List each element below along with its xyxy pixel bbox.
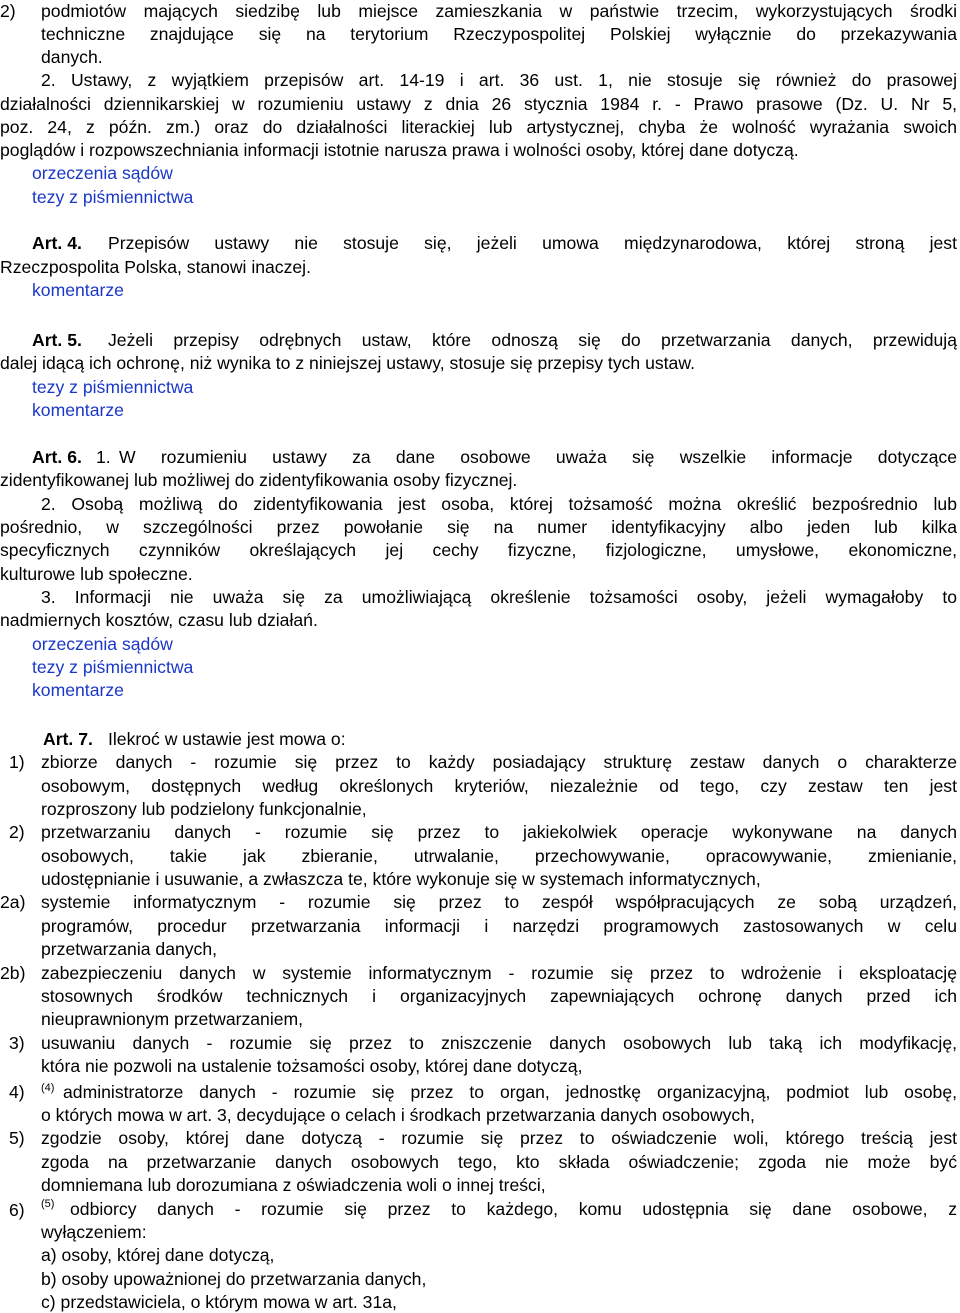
sub-item: c) przedstawiciela, o którym mowa w art. 31a, xyxy=(41,1292,397,1312)
text-line: Przepisów ustawy nie stosuje się, jeżeli umowa międzynarodowa, której stroną jest xyxy=(108,233,957,253)
item-number: 2) xyxy=(0,1,16,21)
text-line: usuwaniu danych - rozumie się przez to zniszczenie danych osobowych lub taką ich modyfikację, xyxy=(41,1033,957,1053)
text-line: 3. Informacji nie uważa się za umożliwiającą określenie tożsamości osoby, jeżeli wymagałoby to xyxy=(41,587,957,607)
item-number: 5) xyxy=(9,1128,25,1148)
text-line: W rozumieniu ustawy za dane osobowe uważa się wszelkie informacje dotyczące xyxy=(119,447,957,467)
text-line: nadmiernych kosztów, czasu lub działań. xyxy=(0,610,318,630)
komentarze-link[interactable]: komentarze xyxy=(32,400,124,420)
komentarze-link[interactable]: komentarze xyxy=(32,680,124,700)
text-line: udostępnianie i usuwanie, a zwłaszcza te, które wykonuje się w systemach informatycznych, xyxy=(41,869,761,889)
text-line: działalności dziennikarskiej w rozumieniu ustawy z dnia 26 stycznia 1984 r. - Prawo prasowe (Dz. U. Nr 5, xyxy=(0,94,957,114)
tezy-z-pismiennictwa-link[interactable]: tezy z piśmiennictwa xyxy=(32,657,194,677)
text-line: 2. Ustawy, z wyjątkiem przepisów art. 14-19 i art. 36 ust. 1, nie stosuje się również do prasowej xyxy=(41,70,957,90)
item-number: 2) xyxy=(9,822,25,842)
text-line: rozproszony lub podzielony funkcjonalnie, xyxy=(41,799,367,819)
text-line: Ilekroć w ustawie jest mowa o: xyxy=(108,729,346,749)
text-line: kulturowe lub społeczne. xyxy=(0,564,193,584)
footnote-marker: (5) xyxy=(41,1198,55,1210)
text-line: Rzeczpospolita Polska, stanowi inaczej. xyxy=(0,257,311,277)
orzeczenia-sadow-link[interactable]: orzeczenia sądów xyxy=(32,634,173,654)
item-number: 6) xyxy=(9,1200,25,1220)
text-line: zbiorze danych - rozumie się przez to każdy posiadający strukturę zestaw danych o charakterze xyxy=(41,752,957,772)
text-line: osobowych, takie jak zbieranie, utrwalanie, przechowywanie, opracowywanie, zmienianie, xyxy=(41,846,957,866)
text-line: poglądów i rozpowszechniania informacji istotnie narusza prawa i wolności osoby, której dane dotyczą. xyxy=(0,140,799,160)
orzeczenia-sadow-link[interactable]: orzeczenia sądów xyxy=(32,163,173,183)
item-number: 2b) xyxy=(0,963,26,983)
text-line: przetwarzaniu danych - rozumie się przez to jakiekolwiek operacje wykonywane na danych xyxy=(41,822,957,842)
text-line: administratorze danych - rozumie się przez to organ, jednostkę organizacyjną, podmiot lub osobę, xyxy=(63,1082,957,1102)
text-line: specyficznych czynników określających jej cechy fizyczne, fizjologiczne, umysłowe, ekonomiczne, xyxy=(0,540,957,560)
item-number: 4) xyxy=(9,1082,25,1102)
article-label-art6: Art. 6. xyxy=(32,447,82,467)
text-line: podmiotów mających siedzibę lub miejsce zamieszkania w państwie trzecim, wykorzystujących środki xyxy=(41,1,957,21)
text-line: poz. 24, z późn. zm.) oraz do działalności literackiej lub artystycznej, chyba że wolność wyrażania swoich xyxy=(0,117,957,137)
text-line: pośrednio, w szczególności przez powołanie się na numer identyfikacyjny albo jeden lub kilka xyxy=(0,517,957,537)
text-line: przetwarzania danych, xyxy=(41,939,218,959)
text-line: wyłączeniem: xyxy=(41,1222,147,1242)
text-line: zgodzie osoby, której dane dotyczą - rozumie się przez to oświadczenie woli, którego treścią jest xyxy=(41,1128,957,1148)
text-line: domniemana lub dorozumiana z oświadczenia woli o innej treści, xyxy=(41,1175,546,1195)
sub-item: b) osoby upoważnionej do przetwarzania danych, xyxy=(41,1269,427,1289)
text-line: zgoda na przetwarzanie danych osobowych tego, kto składa oświadczenie; zgoda nie może być xyxy=(41,1152,957,1172)
text-line: osobowym, dostępnych według określonych kryteriów, niezależnie od tego, czy zestaw ten jest xyxy=(41,776,957,796)
paragraph-number: 1. xyxy=(96,447,111,467)
text-line: programów, procedur przetwarzania informacji i narzędzi programowych zastosowanych w celu xyxy=(41,916,957,936)
article-label-art7: Art. 7. xyxy=(43,729,93,749)
text-line: która nie pozwoli na ustalenie tożsamości osoby, której dane dotyczą, xyxy=(41,1056,583,1076)
tezy-z-pismiennictwa-link[interactable]: tezy z piśmiennictwa xyxy=(32,377,194,397)
text-line: odbiorcy danych - rozumie się przez to każdego, komu udostępnia się dane osobowe, z xyxy=(70,1199,957,1219)
text-line: zabezpieczeniu danych w systemie informatycznym - rozumie się przez to wdrożenie i eksploatację xyxy=(41,963,957,983)
article-label-art4: Art. 4. xyxy=(32,233,82,253)
komentarze-link[interactable]: komentarze xyxy=(32,280,124,300)
text-line: nieuprawnionym przetwarzaniem, xyxy=(41,1009,304,1029)
text-line: danych. xyxy=(41,47,103,67)
text-line: 2. Osobą możliwą do zidentyfikowania jest osoba, której tożsamość można określić bezpośrednio lub xyxy=(41,494,957,514)
sub-item: a) osoby, której dane dotyczą, xyxy=(41,1245,275,1265)
text-line: o których mowa w art. 3, decydujące o celach i środkach przetwarzania danych osobowych, xyxy=(41,1105,755,1125)
article-label-art5: Art. 5. xyxy=(32,330,82,350)
item-number: 3) xyxy=(9,1033,25,1053)
item-number: 2a) xyxy=(0,892,26,912)
tezy-z-pismiennictwa-link[interactable]: tezy z piśmiennictwa xyxy=(32,187,194,207)
item-number: 1) xyxy=(9,752,25,772)
text-line: dalej idącą ich ochronę, niż wynika to z niniejszej ustawy, stosuje się przepisy tych ustaw. xyxy=(0,353,695,373)
footnote-marker: (4) xyxy=(41,1082,55,1094)
text-line: zidentyfikowanej lub możliwej do zidentyfikowania osoby fizycznej. xyxy=(0,470,518,490)
text-line: techniczne znajdujące się na terytorium Rzeczypospolitej Polskiej wyłącznie do przekazywania xyxy=(41,24,957,44)
text-line: stosownych środków technicznych i organizacyjnych zapewniających ochronę danych przed ich xyxy=(41,986,957,1006)
text-line: systemie informatycznym - rozumie się przez to zespół współpracujących ze sobą urządzeń, xyxy=(41,892,957,912)
text-line: Jeżeli przepisy odrębnych ustaw, które odnoszą się do przetwarzania danych, przewidują xyxy=(108,330,957,350)
